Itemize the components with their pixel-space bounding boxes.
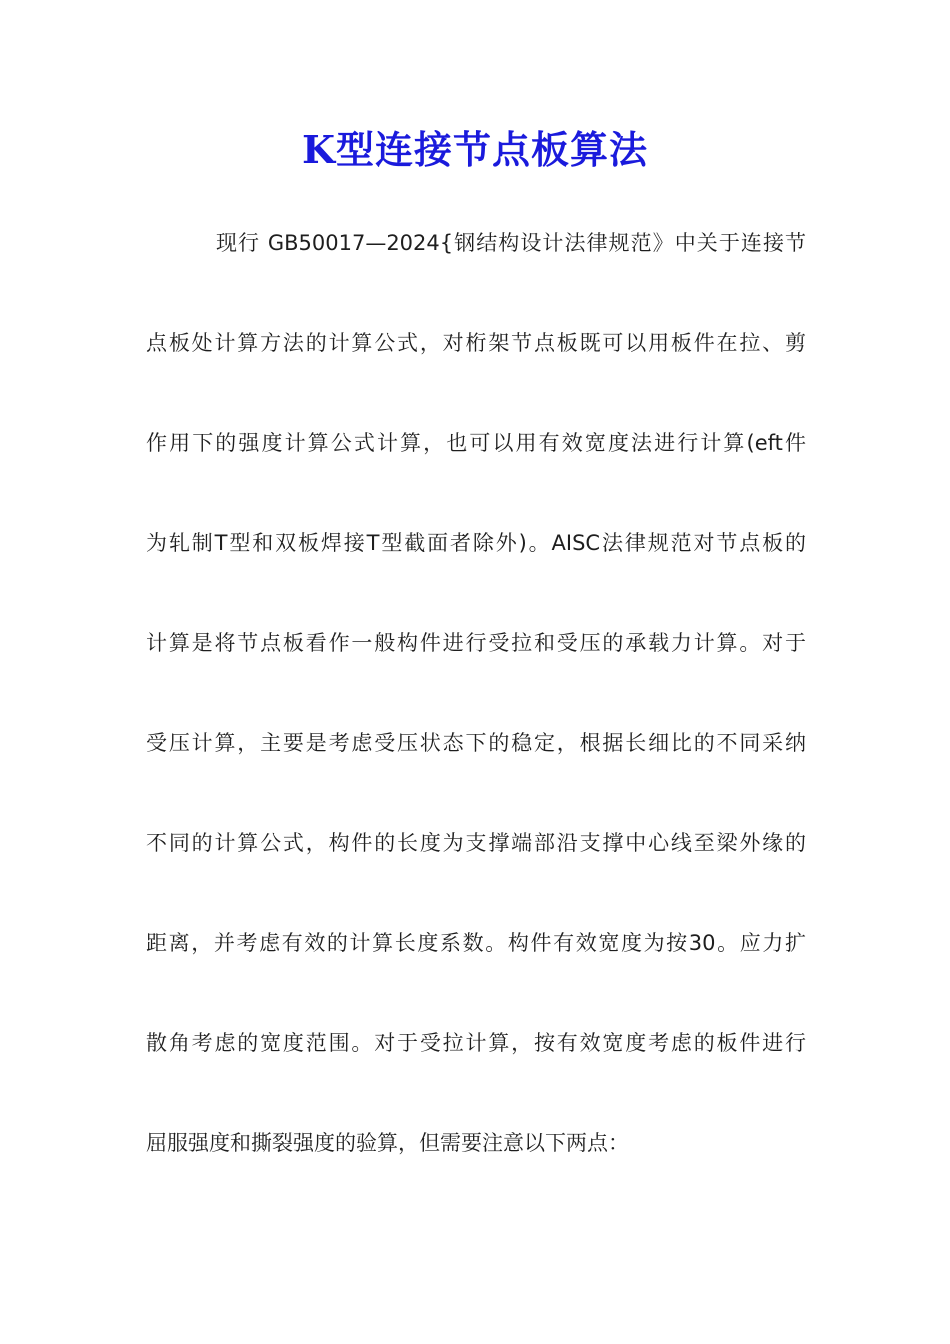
paragraph-line: 不同的计算公式，构件的长度为支撑端部沿支撑中心线至梁外缘的 bbox=[146, 831, 806, 855]
paragraph-line: 作用下的强度计算公式计算，也可以用有效宽度法进行计算(eft件 bbox=[146, 431, 806, 455]
body-paragraph bbox=[146, 218, 806, 1218]
paragraph-line: 散角考虑的宽度范围。对于受拉计算，按有效宽度考虑的板件进行 bbox=[146, 1031, 806, 1055]
paragraph-line: 点板处计算方法的计算公式，对桁架节点板既可以用板件在拉、剪 bbox=[146, 331, 806, 355]
paragraph-line: 为轧制T型和双板焊接T型截面者除外)。AISC法律规范对节点板的 bbox=[146, 531, 806, 555]
document-title: K型连接节点板算法 bbox=[301, 127, 649, 172]
paragraph-line: 现行 GB50017—2024{钢结构设计法律规范》中关于连接节 bbox=[216, 231, 806, 255]
paragraph-line: 计算是将节点板看作一般构件进行受拉和受压的承载力计算。对于 bbox=[146, 631, 806, 655]
paragraph-line: 受压计算，主要是考虑受压状态下的稳定，根据长细比的不同采纳 bbox=[146, 731, 806, 755]
paragraph-line: 屈服强度和撕裂强度的验算，但需要注意以下两点： bbox=[146, 1131, 629, 1155]
paragraph-line: 距离，并考虑有效的计算长度系数。构件有效宽度为按30。应力扩 bbox=[146, 931, 806, 955]
